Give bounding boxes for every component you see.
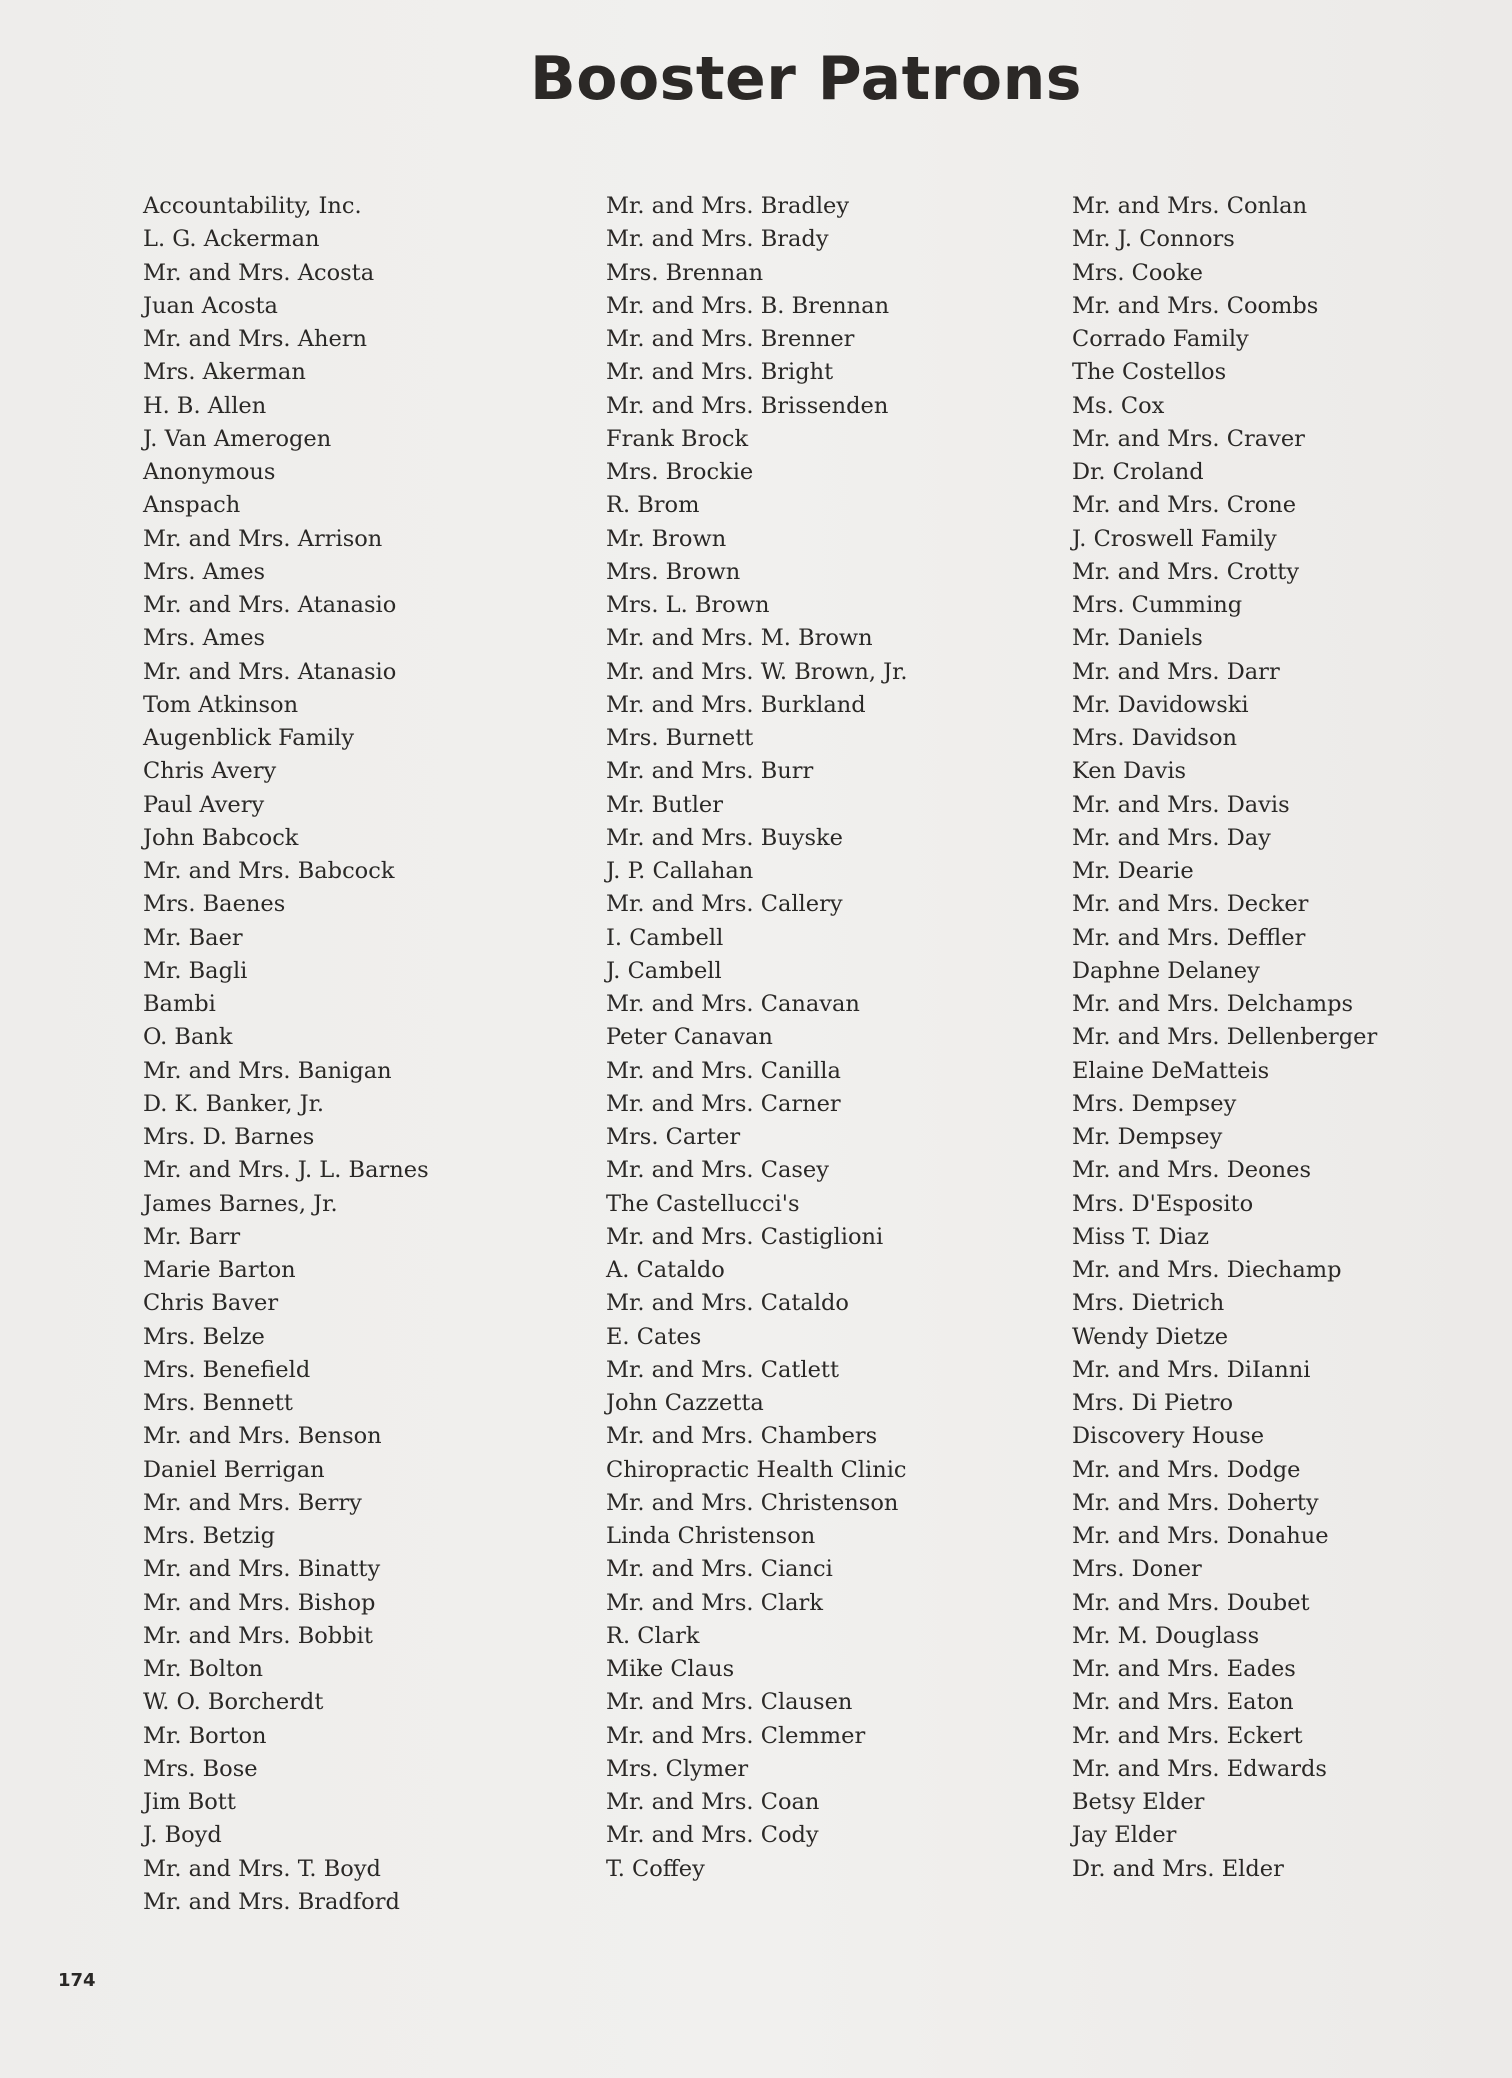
patron-name: Chris Avery (143, 758, 277, 785)
patron-name: R. Clark (606, 1622, 700, 1649)
patron-name: Mr. and Mrs. Bradley (606, 193, 850, 219)
patron-name: Mr. and Mrs. Christenson (606, 1489, 899, 1516)
patron-name: Mr. and Mrs. Bishop (143, 1589, 376, 1616)
patron-name: Mr. and Mrs. Dodge (1072, 1456, 1301, 1483)
patron-name: Dr. Croland (1072, 459, 1204, 485)
patron-name: Mrs. Clymer (606, 1755, 749, 1782)
patron-name: D. K. Banker, Jr. (143, 1090, 325, 1117)
patron-name: Mr. and Mrs. Brady (606, 226, 829, 253)
patron-name: Mr. and Mrs. Coan (606, 1789, 820, 1815)
patron-name: Anonymous (143, 459, 276, 485)
patron-name: Mrs. Ames (143, 625, 266, 652)
patron-name: Mr. and Mrs. Banigan (143, 1057, 392, 1084)
patron-name: Mr. and Mrs. Buyske (606, 824, 843, 851)
patron-name: Mr. and Mrs. Craver (1072, 425, 1305, 452)
patron-name: Mr. J. Connors (1072, 226, 1235, 253)
patron-name: Mrs. Doner (1072, 1556, 1202, 1583)
patron-name: Mr. and Mrs. Dellenberger (1072, 1024, 1378, 1051)
patron-column-1 (143, 190, 429, 1919)
patron-name: Ken Davis (1072, 758, 1187, 785)
patron-name: Mrs. Akerman (143, 359, 306, 386)
patron-name: Mrs. Bennett (143, 1390, 293, 1416)
patron-name: Mrs. D'Esposito (1072, 1190, 1254, 1217)
patron-name: Mr. and Mrs. Decker (1072, 891, 1309, 918)
patron-name: Mr. and Mrs. Day (1072, 824, 1271, 851)
patron-name: The Costellos (1072, 359, 1227, 386)
patron-name: T. Coffey (606, 1855, 705, 1882)
patron-name: The Castellucci's (606, 1190, 800, 1217)
patron-name: Mr. Brown (606, 525, 727, 552)
patron-name: Mr. and Mrs. Davis (1072, 791, 1290, 818)
patron-name: Bambi (143, 991, 216, 1017)
patron-name: Ms. Cox (1072, 392, 1165, 419)
patron-name: E. Cates (606, 1323, 702, 1350)
patron-name: Mr. Butler (606, 791, 723, 818)
patron-name: J. Croswell Family (1072, 525, 1277, 552)
patron-name: Mr. and Mrs. Conlan (1072, 193, 1308, 219)
patron-name: Mr. and Mrs. Cataldo (606, 1290, 849, 1317)
patron-name: Mr. and Mrs. Atanasio (143, 592, 397, 618)
patron-name: Mr. and Mrs. Arrison (143, 525, 383, 552)
patron-name: Mr. Baer (143, 924, 243, 951)
patron-name: O. Bank (143, 1024, 233, 1051)
patron-name: R. Brom (606, 492, 700, 519)
patron-name: Mr. and Mrs. W. Brown, Jr. (606, 658, 908, 685)
patron-name: Mrs. Carter (606, 1124, 741, 1150)
patron-name: Wendy Dietze (1072, 1323, 1229, 1350)
patron-name: Mrs. Brockie (606, 459, 754, 485)
patron-name: Mr. and Mrs. Clausen (606, 1689, 853, 1716)
patron-name: Mr. and Mrs. Edwards (1072, 1755, 1327, 1782)
patron-name: Mrs. Dempsey (1072, 1090, 1237, 1117)
patron-name: Marie Barton (143, 1257, 296, 1283)
patron-name: Elaine DeMatteis (1072, 1057, 1270, 1084)
patron-name: Tom Atkinson (143, 691, 299, 718)
patron-name: H. B. Allen (143, 392, 267, 419)
patron-name: Mr. and Mrs. Donahue (1072, 1523, 1329, 1549)
patron-name: Mr. and Mrs. Canilla (606, 1057, 841, 1084)
patron-name: Accountability, Inc. (143, 193, 362, 219)
patron-name: Mr. Dearie (1072, 858, 1194, 884)
patron-name: Mrs. Dietrich (1072, 1290, 1225, 1317)
patron-name: Juan Acosta (143, 292, 278, 319)
patron-name: Mr. and Mrs. Cianci (606, 1556, 833, 1583)
patron-name: Corrado Family (1072, 326, 1249, 352)
patron-name: Dr. and Mrs. Elder (1072, 1855, 1284, 1882)
patron-name: Mrs. Cumming (1072, 592, 1243, 618)
patron-name: Mr. and Mrs. Babcock (143, 858, 395, 884)
patron-name: W. O. Borcherdt (143, 1689, 324, 1716)
patron-name: Mr. and Mrs. Clark (606, 1589, 823, 1616)
patron-name: Paul Avery (143, 791, 265, 818)
patron-name: Mrs. Davidson (1072, 725, 1237, 751)
patron-name: Anspach (143, 492, 241, 519)
patron-name: Mr. Borton (143, 1722, 267, 1749)
patron-name: Augenblick Family (143, 725, 355, 751)
patron-name: Mr. and Mrs. Deffler (1072, 924, 1306, 951)
patron-name: Mr. and Mrs. Burr (606, 758, 814, 785)
patron-name: L. G. Ackerman (143, 226, 320, 253)
patron-name: Jim Bott (143, 1789, 236, 1815)
patron-name: John Babcock (143, 824, 299, 851)
patron-name: Chiropractic Health Clinic (606, 1456, 907, 1483)
patron-name: Mr. and Mrs. Doubet (1072, 1589, 1310, 1616)
patron-name: John Cazzetta (606, 1390, 764, 1416)
patron-name: Mr. and Mrs. Crone (1072, 492, 1297, 519)
patron-name: Mrs. Burnett (606, 725, 754, 751)
patron-name: J. Van Amerogen (143, 425, 332, 452)
patron-name: Mr. and Mrs. Atanasio (143, 658, 397, 685)
patron-name: Mr. and Mrs. Coombs (1072, 292, 1319, 319)
patron-name: Mr. and Mrs. Binatty (143, 1556, 381, 1583)
patron-name: Daniel Berrigan (143, 1456, 325, 1483)
patron-name: Jay Elder (1072, 1822, 1177, 1849)
patron-name: Mr. and Mrs. Carner (606, 1090, 841, 1117)
patron-name: Discovery House (1072, 1423, 1265, 1450)
patron-name: Mrs. Ames (143, 558, 266, 585)
patron-name: Mrs. Brown (606, 558, 741, 585)
patron-name: Mr. Barr (143, 1223, 241, 1250)
patron-name: Mr. and Mrs. J. L. Barnes (143, 1157, 429, 1184)
patron-name: Mr. and Mrs. Benson (143, 1423, 382, 1450)
patron-name: Mrs. Brennan (606, 259, 764, 286)
patron-name: Mrs. Di Pietro (1072, 1390, 1234, 1416)
patron-name: James Barnes, Jr. (143, 1190, 338, 1217)
patron-name: I. Cambell (606, 924, 724, 951)
patron-name: Mr. and Mrs. DiIanni (1072, 1356, 1311, 1383)
page-number: 174 (58, 1970, 96, 1991)
patron-name: Mrs. Baenes (143, 891, 286, 918)
patron-name: J. Boyd (143, 1822, 222, 1849)
patron-name: Mr. and Mrs. Chambers (606, 1423, 878, 1450)
patron-name: Mrs. Betzig (143, 1523, 275, 1549)
patron-name: Mr. Bagli (143, 957, 248, 984)
patron-name: Mr. and Mrs. Bradford (143, 1888, 400, 1915)
patron-name: Mrs. L. Brown (606, 592, 770, 618)
patron-name: Mr. and Mrs. Burkland (606, 691, 866, 718)
patron-name: Mr. and Mrs. Brenner (606, 326, 855, 352)
patron-name: Mr. and Mrs. Bright (606, 359, 834, 386)
patron-name: Mr. and Mrs. Castiglioni (606, 1223, 884, 1250)
patron-name: Mrs. Bose (143, 1755, 258, 1782)
patron-name: Mr. and Mrs. Casey (606, 1157, 829, 1184)
patron-name: Mr. and Mrs. Darr (1072, 658, 1280, 685)
patron-name: Mrs. D. Barnes (143, 1124, 315, 1150)
patron-name: Mr. and Mrs. Bobbit (143, 1622, 373, 1649)
patron-name: J. Cambell (606, 957, 722, 984)
patron-name: Mr. and Mrs. Eckert (1072, 1722, 1303, 1749)
patron-name: Chris Baver (143, 1290, 279, 1317)
patron-name: Mr. and Mrs. Acosta (143, 259, 375, 286)
patron-name: Miss T. Diaz (1072, 1223, 1209, 1250)
patron-name: Mr. and Mrs. Catlett (606, 1356, 839, 1383)
patron-name: Mr. and Mrs. Doherty (1072, 1489, 1319, 1516)
patron-name: Mr. and Mrs. M. Brown (606, 625, 873, 652)
patron-name: Frank Brock (606, 425, 749, 452)
patron-name: Mrs. Cooke (1072, 259, 1203, 286)
patron-name: Mrs. Benefield (143, 1356, 311, 1383)
patron-name: Mrs. Belze (143, 1323, 265, 1350)
patron-name: Mr. and Mrs. Canavan (606, 991, 860, 1017)
patron-name: Mr. and Mrs. Brissenden (606, 392, 889, 419)
patron-name: Mike Claus (606, 1656, 735, 1682)
page-title: Booster Patrons (529, 44, 1082, 114)
patron-name: Mr. and Mrs. B. Brennan (606, 292, 890, 319)
patron-name: Mr. and Mrs. Callery (606, 891, 843, 918)
patron-name: Mr. and Mrs. Crotty (1072, 558, 1300, 585)
patron-name: J. P. Callahan (606, 858, 754, 884)
patron-column-2 (606, 190, 908, 1886)
patron-name: Mr. and Mrs. Delchamps (1072, 991, 1354, 1017)
patron-name: Mr. and Mrs. Diechamp (1072, 1257, 1342, 1283)
patron-column-3 (1072, 190, 1377, 1886)
patron-name: Mr. and Mrs. Clemmer (606, 1722, 866, 1749)
patron-name: Mr. and Mrs. Deones (1072, 1157, 1311, 1184)
patron-name: Mr. and Mrs. T. Boyd (143, 1855, 381, 1882)
patron-name: Mr. Davidowski (1072, 691, 1249, 718)
patron-name: Peter Canavan (606, 1024, 773, 1051)
patron-name: A. Cataldo (606, 1257, 725, 1283)
patron-name: Mr. and Mrs. Berry (143, 1489, 362, 1516)
patron-name: Mr. and Mrs. Eaton (1072, 1689, 1294, 1716)
patron-name: Mr. Dempsey (1072, 1124, 1223, 1150)
patron-name: Mr. Daniels (1072, 625, 1203, 652)
patron-name: Mr. and Mrs. Cody (606, 1822, 819, 1849)
patron-name: Linda Christenson (606, 1523, 816, 1549)
patron-name: Betsy Elder (1072, 1789, 1205, 1815)
patron-name: Mr. and Mrs. Eades (1072, 1656, 1296, 1682)
patron-name: Mr. Bolton (143, 1656, 263, 1682)
patron-name: Mr. and Mrs. Ahern (143, 326, 368, 352)
patron-name: Daphne Delaney (1072, 957, 1260, 984)
patron-name: Mr. M. Douglass (1072, 1622, 1260, 1649)
